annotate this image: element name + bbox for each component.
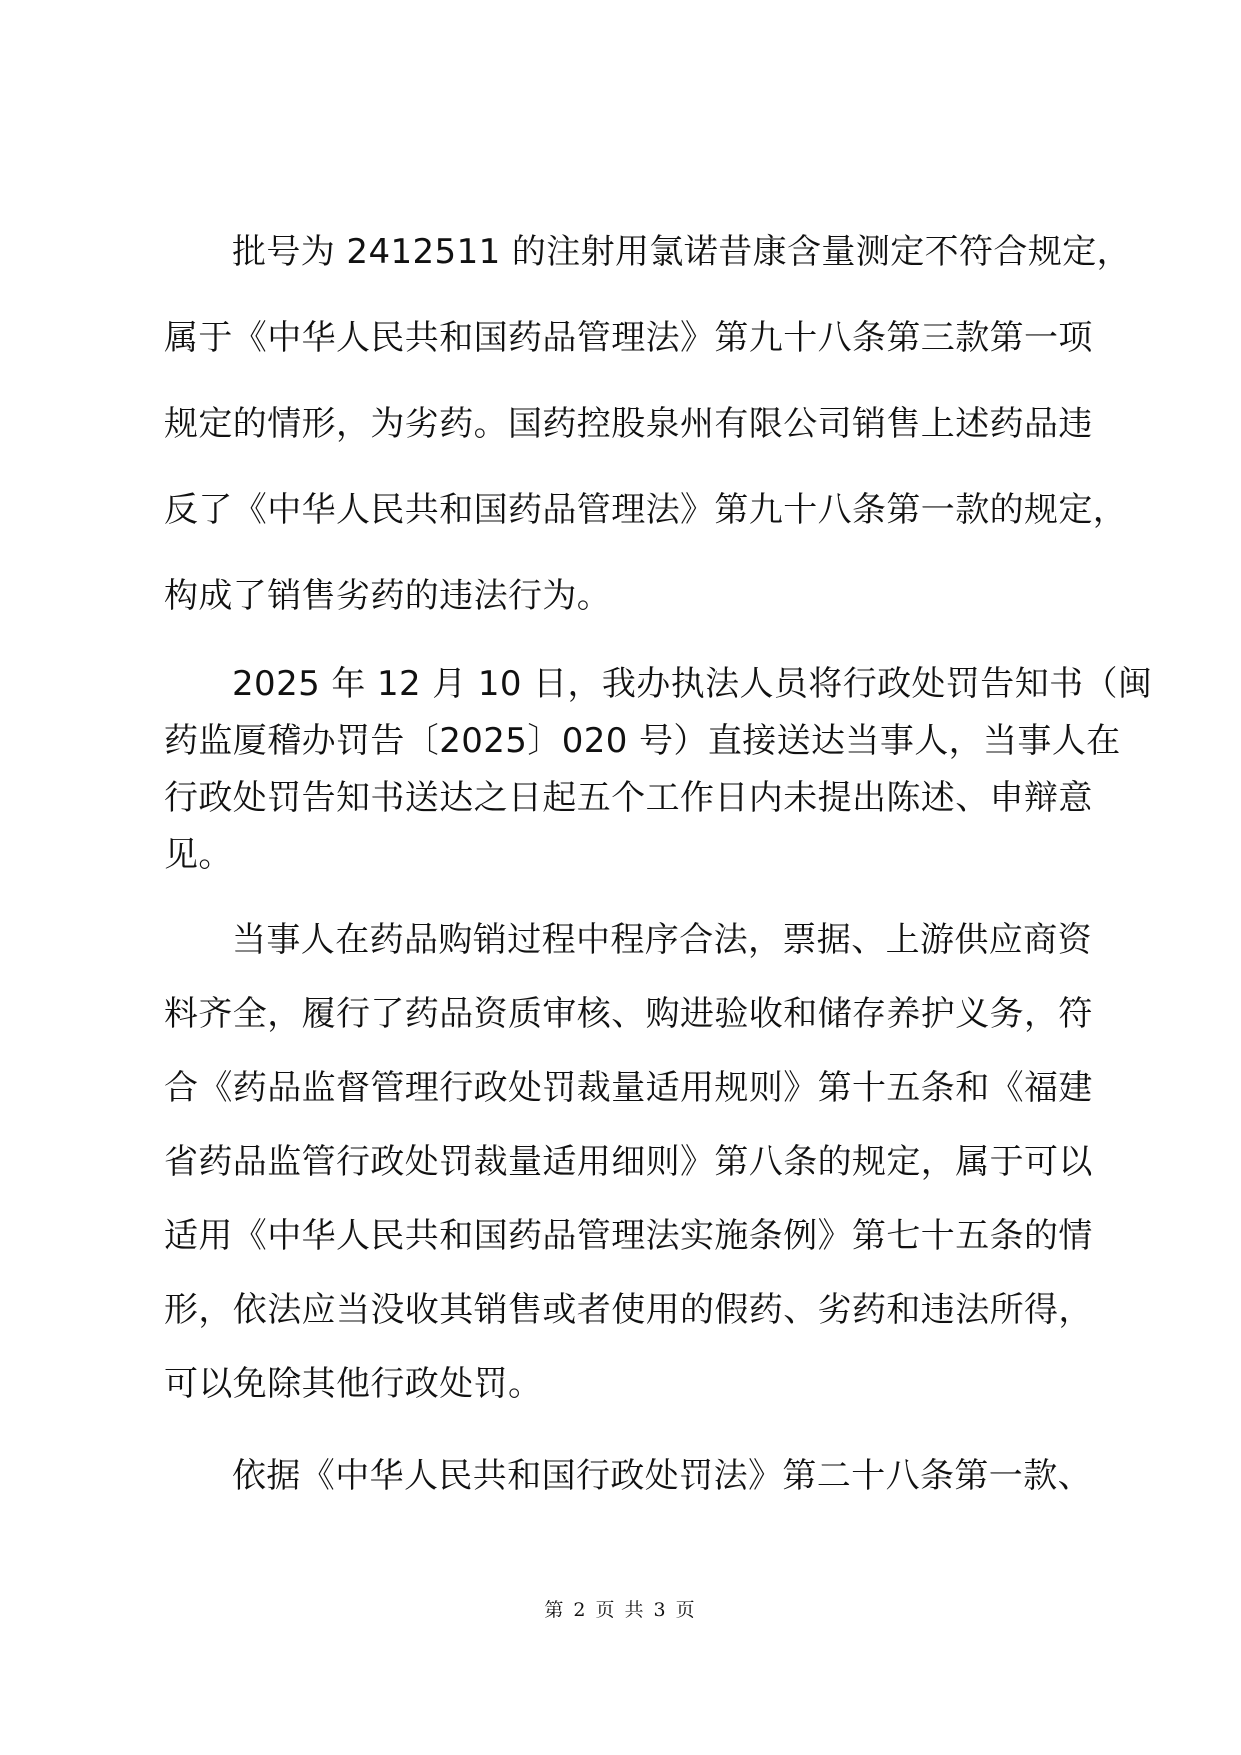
paragraph-3-line-6: 形，依法应当没收其销售或者使用的假药、劣药和违法所得，: [164, 1290, 1093, 1330]
paragraph-3-line-3: 合《药品监督管理行政处罚裁量适用规则》第十五条和《福建: [164, 1068, 1093, 1108]
paragraph-2-line-4: 见。: [164, 835, 233, 875]
paragraph-3-line-5: 适用《中华人民共和国药品管理法实施条例》第七十五条的情: [164, 1216, 1093, 1256]
paragraph-3-line-1: 当事人在药品购销过程中程序合法，票据、上游供应商资: [232, 920, 1092, 960]
paragraph-4-line-1: 依据《中华人民共和国行政处罚法》第二十八条第一款、: [232, 1456, 1092, 1496]
paragraph-2-line-3: 行政处罚告知书送达之日起五个工作日内未提出陈述、申辩意: [164, 778, 1093, 818]
paragraph-3-line-2: 料齐全，履行了药品资质审核、购进验收和储存养护义务，符: [164, 994, 1093, 1034]
paragraph-2-line-2: 药监厦稽办罚告〔2025〕020 号）直接送达当事人，当事人在: [164, 721, 1121, 761]
paragraph-1-line-5: 构成了销售劣药的违法行为。: [164, 576, 612, 616]
paragraph-1-line-2: 属于《中华人民共和国药品管理法》第九十八条第三款第一项: [164, 318, 1093, 358]
paragraph-1-line-4: 反了《中华人民共和国药品管理法》第九十八条第一款的规定，: [164, 490, 1128, 530]
page-number-footer: 第 2 页 共 3 页: [544, 1599, 697, 1621]
paragraph-1-line-1: 批号为 2412511 的注射用氯诺昔康含量测定不符合规定，: [232, 232, 1132, 272]
paragraph-1-line-3: 规定的情形，为劣药。国药控股泉州有限公司销售上述药品违: [164, 404, 1093, 444]
paragraph-3-line-4: 省药品监管行政处罚裁量适用细则》第八条的规定，属于可以: [164, 1142, 1093, 1182]
paragraph-3-line-7: 可以免除其他行政处罚。: [164, 1364, 543, 1404]
paragraph-2-line-1: 2025 年 12 月 10 日，我办执法人员将行政处罚告知书（闽: [232, 664, 1153, 704]
